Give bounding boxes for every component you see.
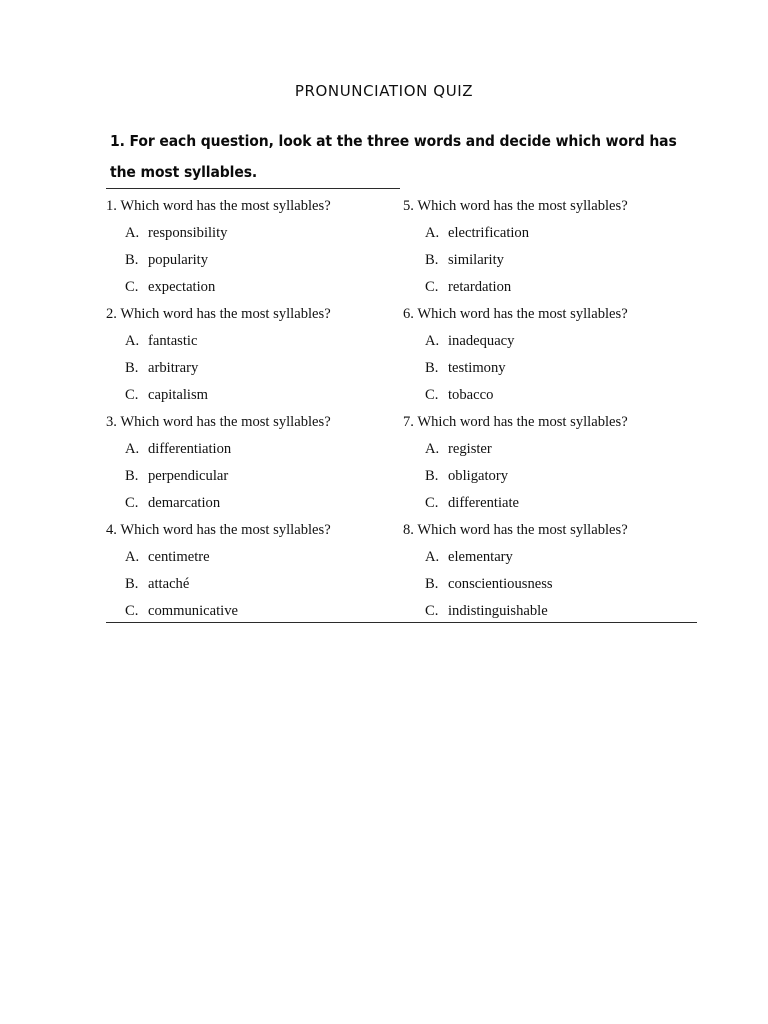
answer-option[interactable] [106,220,403,247]
answer-option[interactable] [403,247,700,274]
option-word: differentiate [448,495,520,511]
question-text: Which word has the most syllables? [413,522,628,538]
option-label: C. [425,603,439,619]
option-word: tobacco [448,387,494,403]
question-number: 2. [106,306,117,322]
option-word: demarcation [148,495,221,511]
answer-option[interactable] [106,571,403,598]
answer-option[interactable] [403,571,700,598]
question-columns [106,193,706,625]
option-word: obligatory [448,468,508,484]
question-number: 5. [403,198,414,214]
answer-option[interactable] [106,490,403,517]
option-word: capitalism [148,387,208,403]
option-word: conscientiousness [448,576,553,592]
instruction-text: 1. For each question, look at the three words and decide which word has the most syllables. [110,132,677,181]
option-word: attaché [148,576,190,592]
question-prompt [403,193,700,220]
question-prompt [403,517,700,544]
option-word: testimony [448,360,506,376]
option-label: B. [425,252,439,268]
question-number: 1. [106,198,117,214]
question-text: Which word has the most syllables? [413,306,628,322]
answer-option[interactable] [403,355,700,382]
answer-option[interactable] [403,490,700,517]
option-word: register [448,441,492,457]
option-word: retardation [448,279,512,295]
answer-option[interactable] [106,544,403,571]
option-word: electrification [448,225,530,241]
question-text: Which word has the most syllables? [116,414,331,430]
question-column-right [403,193,700,625]
answer-option[interactable] [106,274,403,301]
option-word: popularity [148,252,208,268]
page-title: PRONUNCIATION QUIZ [294,82,474,100]
option-label: B. [125,576,139,592]
option-word: similarity [448,252,504,268]
option-label: B. [425,468,439,484]
option-label: A. [125,333,140,349]
question-number: 7. [403,414,414,430]
question-number: 8. [403,522,414,538]
answer-option[interactable] [106,382,403,409]
question-text: Which word has the most syllables? [413,198,628,214]
option-label: A. [425,225,440,241]
option-label: B. [425,360,439,376]
question-prompt [106,517,403,544]
option-word: fantastic [148,333,198,349]
option-word: communicative [148,603,238,619]
option-word: elementary [448,549,513,565]
answer-option[interactable] [403,328,700,355]
answer-option[interactable] [106,355,403,382]
question-block [403,301,700,409]
option-label: B. [125,360,139,376]
question-number: 6. [403,306,414,322]
option-label: C. [425,387,439,403]
question-number: 3. [106,414,117,430]
option-word: arbitrary [148,360,199,376]
option-label: C. [425,495,439,511]
question-text: Which word has the most syllables? [413,414,628,430]
option-label: C. [125,387,139,403]
question-text: Which word has the most syllables? [116,306,331,322]
answer-option[interactable] [403,274,700,301]
option-label: A. [125,549,140,565]
option-label: C. [125,495,139,511]
answer-option[interactable] [403,382,700,409]
answer-option[interactable] [403,598,700,625]
question-block [106,409,403,517]
option-word: responsibility [148,225,228,241]
question-prompt [106,193,403,220]
answer-option[interactable] [106,328,403,355]
question-block [106,517,403,625]
question-block [403,517,700,625]
answer-option[interactable] [403,544,700,571]
option-label: A. [125,441,140,457]
answer-option[interactable] [106,436,403,463]
question-block [403,409,700,517]
option-word: centimetre [148,549,210,565]
question-prompt [106,409,403,436]
option-word: perpendicular [148,468,229,484]
option-label: A. [425,441,440,457]
horizontal-rule-top [106,188,400,189]
question-text: Which word has the most syllables? [116,522,331,538]
question-prompt [106,301,403,328]
answer-option[interactable] [106,598,403,625]
answer-option[interactable] [106,463,403,490]
option-word: indistinguishable [448,603,548,619]
option-label: A. [125,225,140,241]
question-prompt [403,301,700,328]
option-label: B. [125,252,139,268]
answer-option[interactable] [403,463,700,490]
horizontal-rule-bottom [106,622,697,623]
question-block [403,193,700,301]
answer-option[interactable] [403,220,700,247]
option-label: A. [425,333,440,349]
question-prompt [403,409,700,436]
option-word: inadequacy [448,333,515,349]
question-block [106,193,403,301]
option-label: C. [125,603,139,619]
question-block [106,301,403,409]
option-label: B. [425,576,439,592]
question-column-left [106,193,403,625]
question-text: Which word has the most syllables? [116,198,331,214]
option-label: B. [125,468,139,484]
option-label: C. [425,279,439,295]
option-label: A. [425,549,440,565]
answer-option[interactable] [403,436,700,463]
answer-option[interactable] [106,247,403,274]
option-word: differentiation [148,441,232,457]
option-word: expectation [148,279,216,295]
question-number: 4. [106,522,117,538]
option-label: C. [125,279,139,295]
